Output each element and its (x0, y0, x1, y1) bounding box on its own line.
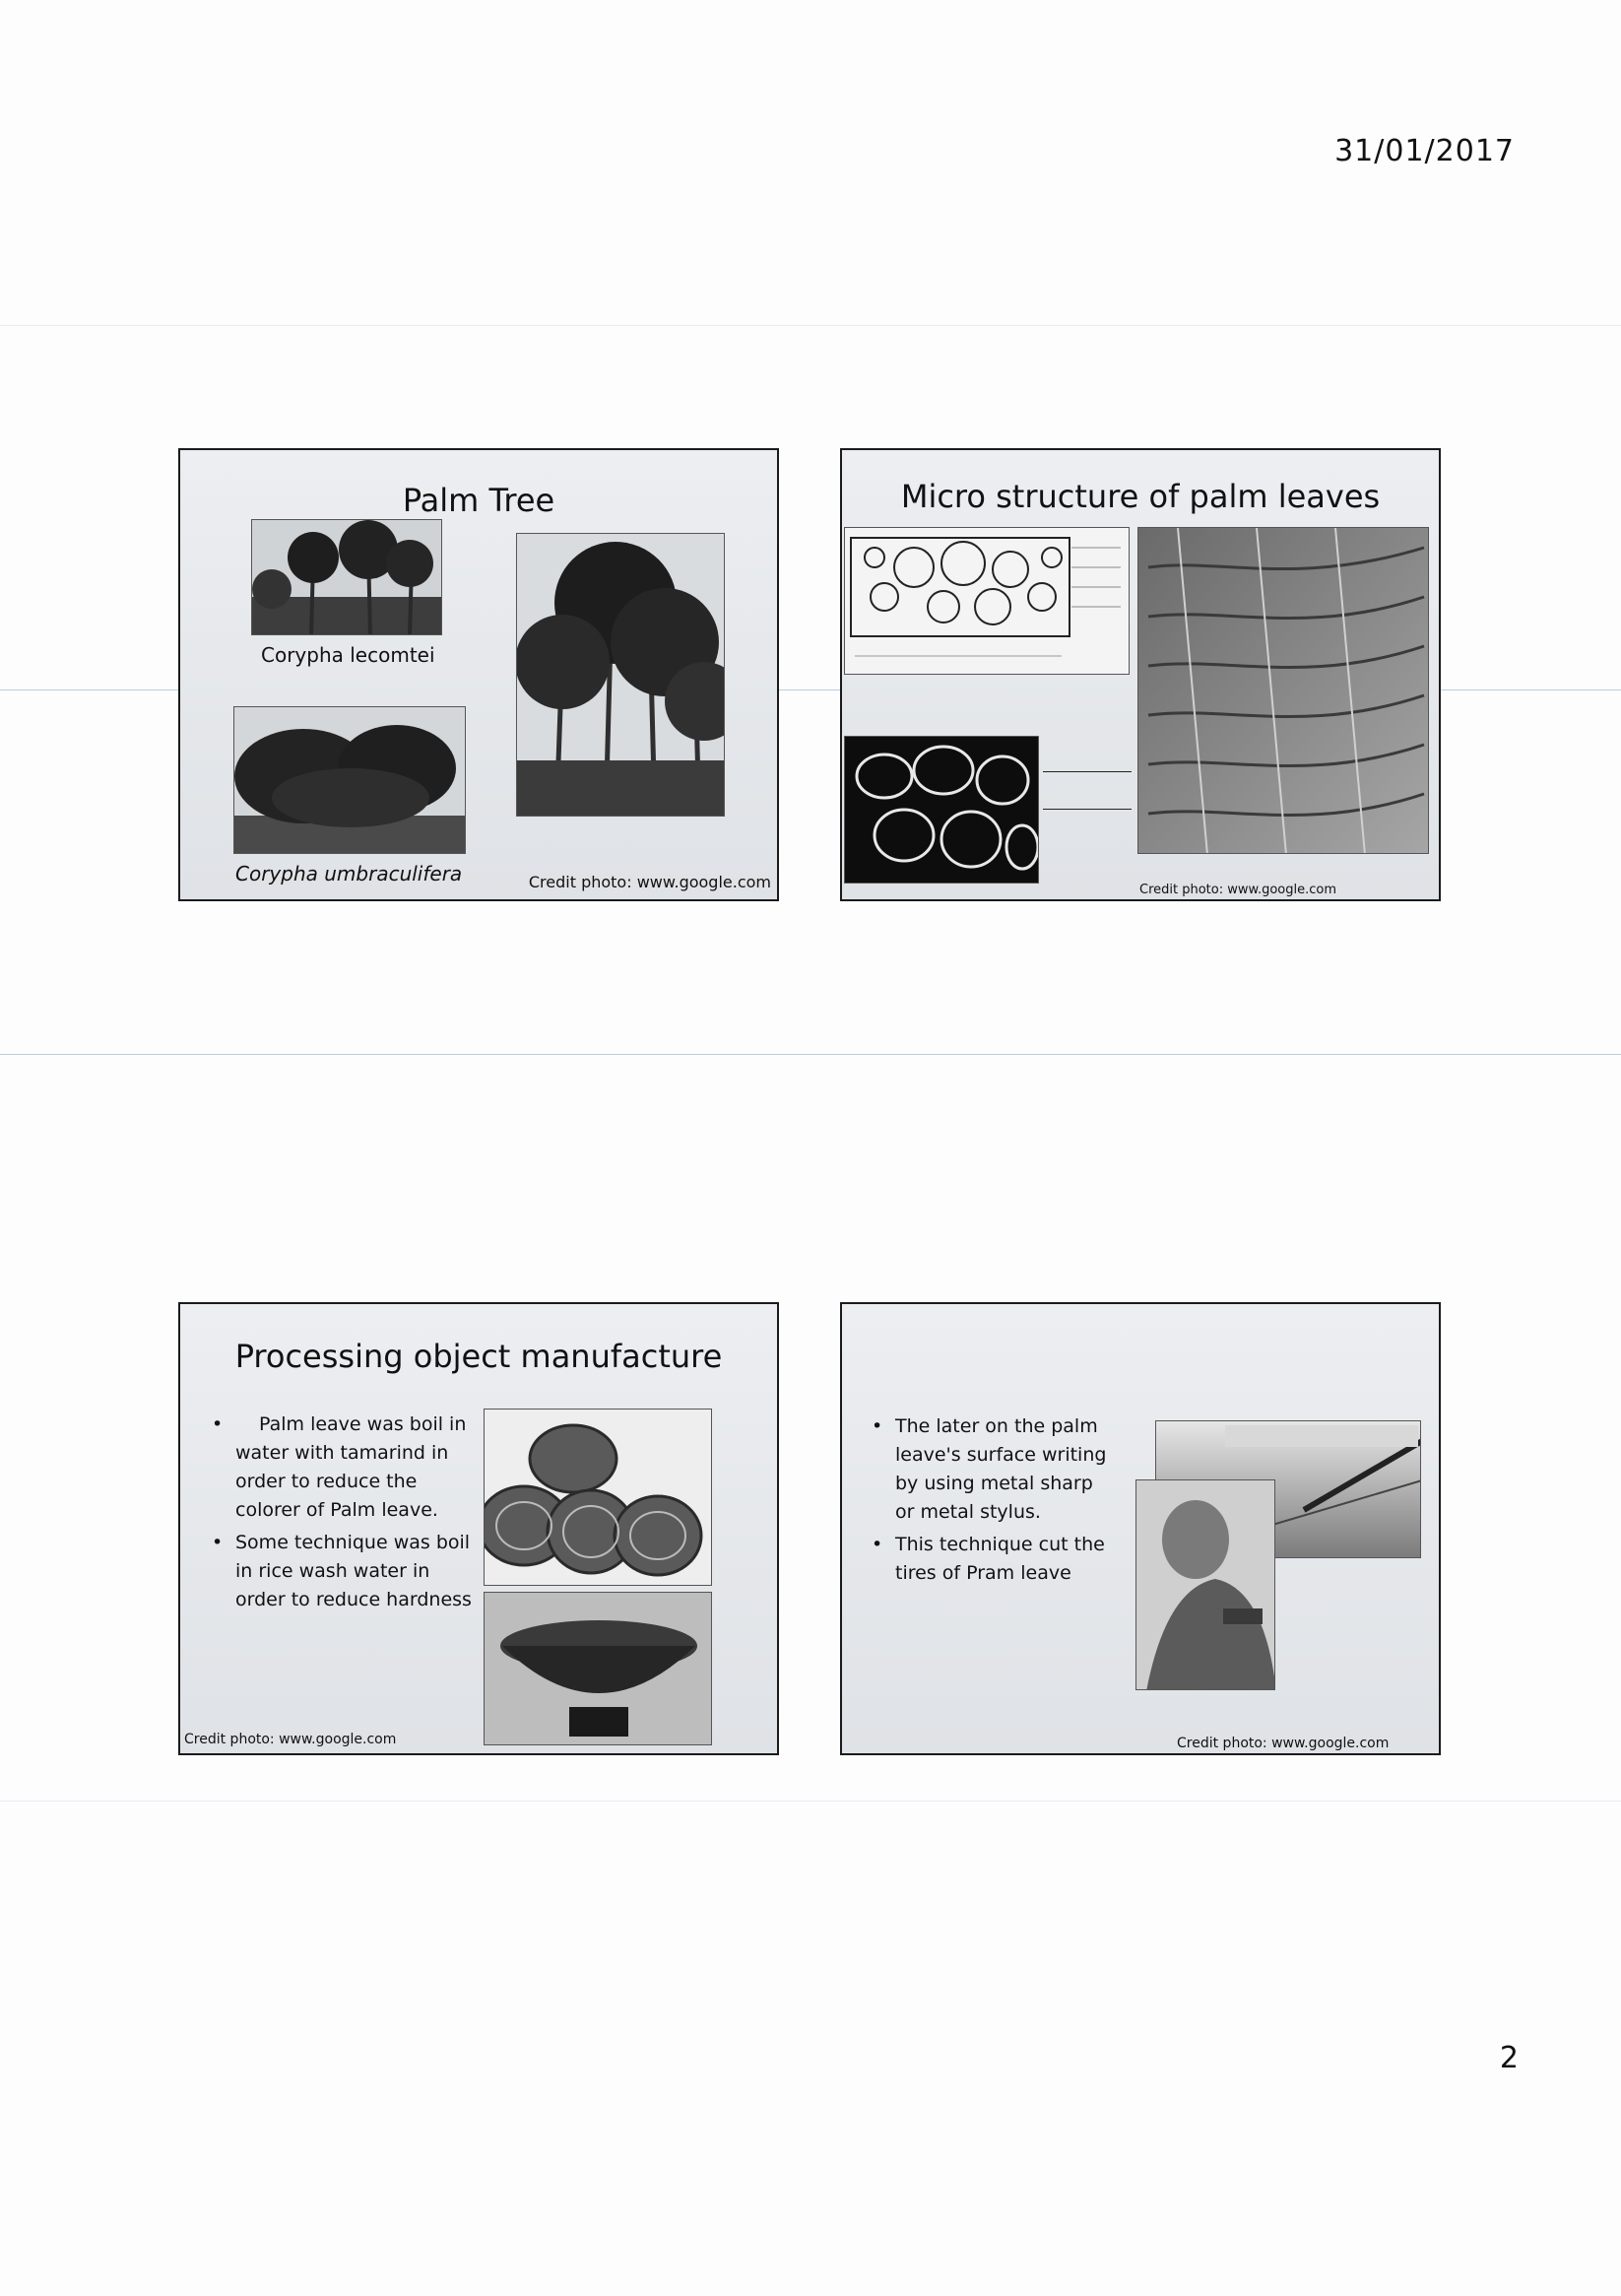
leaf-microscope-image (844, 736, 1039, 884)
photo-caption: Corypha lecomtei (261, 643, 435, 667)
slide-writing-technique (840, 1302, 1441, 1755)
palm-photo-corypha-umbraculifera (233, 706, 466, 854)
leaf-cross-section-diagram (844, 527, 1130, 675)
boiling-pot-photo (484, 1592, 712, 1745)
palm-leaf-rolls-photo (484, 1409, 712, 1586)
bullet-item: • Palm leave was boil in water with tamarind in order to reduce the colorer of Palm leave. (212, 1413, 467, 1521)
bullet-item: • The later on the palm leave's surface writing by using metal sharp or metal stylus. (872, 1415, 1107, 1523)
divider-line (0, 1054, 1621, 1055)
bullet-item: • This technique cut the tires of Pram leave (872, 1534, 1105, 1584)
credit-photo: Credit photo: www.google.com (184, 1732, 397, 1747)
leaf-surface-sem-image (1137, 527, 1429, 854)
bullet-item: • Some technique was boil in rice wash water in order to reduce hardness (212, 1532, 472, 1610)
divider-line (0, 325, 1621, 326)
label-line (1043, 771, 1132, 772)
bullet-list (872, 1412, 1112, 1592)
slide-palm-tree (178, 448, 779, 901)
slide-processing (178, 1302, 779, 1755)
slide-title: Palm Tree (402, 482, 555, 519)
palm-photo-corypha-lecomtei (251, 519, 442, 635)
divider-line (0, 1801, 1621, 1802)
palm-grove-photo (516, 533, 725, 817)
photo-caption: Corypha umbraculifera (235, 862, 463, 886)
credit-photo: Credit photo: www.google.com (528, 873, 771, 891)
bullet-list (212, 1410, 476, 1618)
label-line (1043, 809, 1132, 810)
slide-title: Processing object manufacture (234, 1338, 723, 1375)
credit-photo: Credit photo: www.google.com (1139, 883, 1336, 897)
page-date: 31/01/2017 (1334, 134, 1515, 168)
credit-photo: Credit photo: www.google.com (1177, 1736, 1390, 1751)
slide-micro-structure (840, 448, 1441, 901)
page-number: 2 (1499, 2041, 1519, 2075)
monk-writing-photo (1135, 1479, 1275, 1690)
slide-title: Micro structure of palm leaves (900, 478, 1381, 515)
